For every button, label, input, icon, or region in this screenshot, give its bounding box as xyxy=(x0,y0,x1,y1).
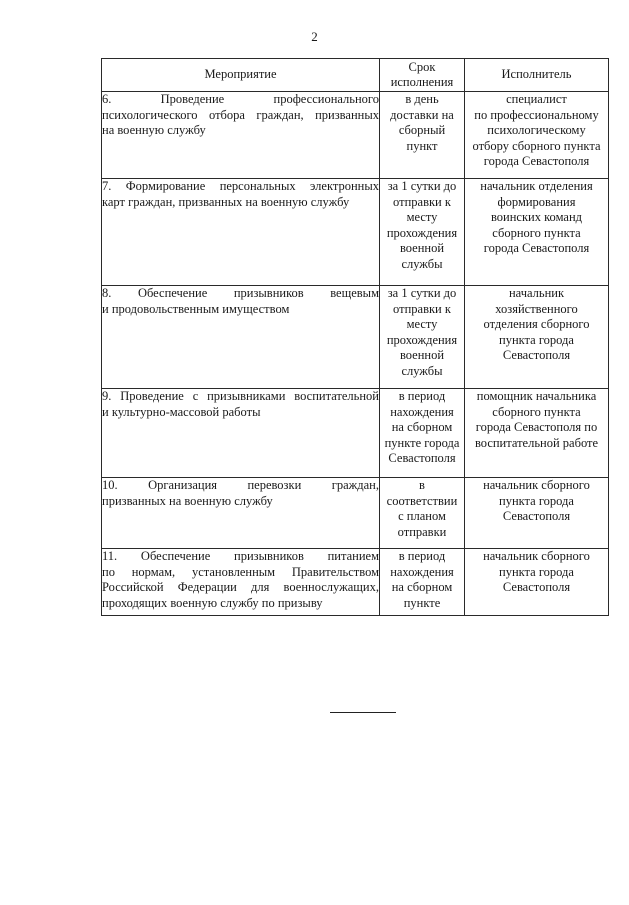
executor-cell xyxy=(465,92,609,179)
table-row xyxy=(102,549,609,616)
term-line: отправки к xyxy=(393,301,451,316)
term-cell xyxy=(380,286,465,389)
term-line: пункте города xyxy=(384,435,460,450)
executor-line: формирования xyxy=(497,194,576,209)
events-table xyxy=(101,58,609,616)
executor-line: пункта города xyxy=(499,332,574,347)
term-line: военной xyxy=(399,241,445,255)
executor-line: сборного пункта xyxy=(492,225,581,240)
term-cell xyxy=(380,389,465,478)
term-line: соответствии xyxy=(386,493,458,508)
event-cell xyxy=(102,389,380,478)
term-line: с планом xyxy=(398,509,446,523)
executor-line: Севастополя xyxy=(502,348,571,362)
term-line: сборный xyxy=(398,123,446,137)
term-line: Севастополя xyxy=(388,451,456,465)
executor-line: начальник сборного xyxy=(483,549,590,563)
executor-line: помощник начальника xyxy=(476,389,597,403)
event-line: 11. Обеспечение призывников питанием xyxy=(102,549,379,563)
header-executor: Исполнитель xyxy=(465,59,609,92)
event-line: на военную службу xyxy=(102,123,206,137)
term-line: на сборном xyxy=(391,420,453,434)
executor-line: начальник сборного xyxy=(483,478,590,492)
term-line: прохождения xyxy=(386,332,458,347)
executor-cell xyxy=(465,179,609,286)
event-cell xyxy=(102,286,380,389)
executor-line: города Севастополя xyxy=(483,154,590,168)
page-number: 2 xyxy=(311,29,318,44)
table-row xyxy=(102,389,609,478)
event-cell xyxy=(102,549,380,616)
end-of-document-rule xyxy=(330,712,396,713)
event-line: 6. Проведение профессионального xyxy=(102,92,379,106)
header-event: Мероприятие xyxy=(102,59,380,92)
term-line: на сборном xyxy=(391,580,453,594)
event-line: проходящих военную службу по призыву xyxy=(102,595,323,610)
executor-line: по профессиональному xyxy=(474,107,599,122)
header-term-line2: исполнения xyxy=(390,75,454,89)
term-line: военной xyxy=(399,348,445,362)
header-term-line1: Срок xyxy=(408,59,436,74)
table-row xyxy=(102,478,609,549)
event-line: 9. Проведение с призывниками воспитательной xyxy=(102,389,379,403)
term-line: службы xyxy=(401,256,443,271)
executor-line: Севастополя xyxy=(502,580,571,594)
executor-line: психологическому xyxy=(487,123,586,137)
executor-cell xyxy=(465,286,609,389)
term-line: в период xyxy=(398,549,446,563)
term-line: доставки на xyxy=(390,107,454,122)
event-line: психологического отбора граждан, призванных xyxy=(102,107,379,122)
term-line: месту xyxy=(406,210,438,224)
executor-line: начальник отделения xyxy=(480,179,593,193)
event-line: 7. Формирование персональных электронных xyxy=(102,179,379,193)
event-cell xyxy=(102,92,380,179)
term-line: отправки xyxy=(397,524,447,539)
executor-line: специалист xyxy=(506,92,567,106)
term-line: пункте xyxy=(403,595,441,610)
term-line: за 1 сутки до xyxy=(387,179,457,193)
table-row xyxy=(102,92,609,179)
executor-line: отбору сборного пункта xyxy=(472,138,601,153)
event-cell xyxy=(102,179,380,286)
event-line: и продовольственным имуществом xyxy=(102,301,290,316)
term-line: отправки к xyxy=(393,194,451,209)
term-line: пункт xyxy=(406,138,438,153)
term-cell xyxy=(380,549,465,616)
term-line: в xyxy=(419,478,425,492)
executor-line: воинских команд xyxy=(490,210,582,224)
executor-line: хозяйственного xyxy=(495,301,578,316)
term-line: службы xyxy=(401,363,443,378)
term-line: прохождения xyxy=(386,225,458,240)
term-line: нахождения xyxy=(390,404,454,419)
executor-line: начальник xyxy=(508,286,565,300)
executor-line: пункта города xyxy=(499,564,574,579)
term-line: месту xyxy=(406,317,438,331)
executor-line: воспитательной работе xyxy=(474,435,599,450)
executor-line: Севастополя xyxy=(502,509,571,523)
executor-line: города Севастополя по xyxy=(475,420,598,434)
term-cell xyxy=(380,92,465,179)
table-row xyxy=(102,286,609,389)
event-line: Российской Федерации для военнослужащих, xyxy=(102,580,379,594)
executor-line: пункта города xyxy=(499,493,574,508)
term-cell xyxy=(380,179,465,286)
executor-line: отделения сборного xyxy=(483,317,590,331)
event-cell xyxy=(102,478,380,549)
event-line: призванных на военную службу xyxy=(102,493,273,508)
executor-cell xyxy=(465,478,609,549)
header-term xyxy=(380,59,465,92)
term-line: за 1 сутки до xyxy=(387,286,457,300)
event-line: 10. Организация перевозки граждан, xyxy=(102,478,379,492)
table-header xyxy=(102,59,609,92)
event-line: 8. Обеспечение призывников вещевым xyxy=(102,286,379,300)
event-line: карт граждан, призванных на военную службу xyxy=(102,194,350,209)
executor-cell xyxy=(465,389,609,478)
event-line: по нормам, установленным Правительством xyxy=(102,564,379,579)
executor-cell xyxy=(465,549,609,616)
table-row xyxy=(102,179,609,286)
term-cell xyxy=(380,478,465,549)
event-line: и культурно-массовой работы xyxy=(102,404,261,419)
executor-line: города Севастополя xyxy=(483,241,590,255)
term-line: нахождения xyxy=(390,564,454,579)
term-line: в день xyxy=(405,92,439,106)
term-line: в период xyxy=(398,389,446,403)
executor-line: сборного пункта xyxy=(492,404,581,419)
